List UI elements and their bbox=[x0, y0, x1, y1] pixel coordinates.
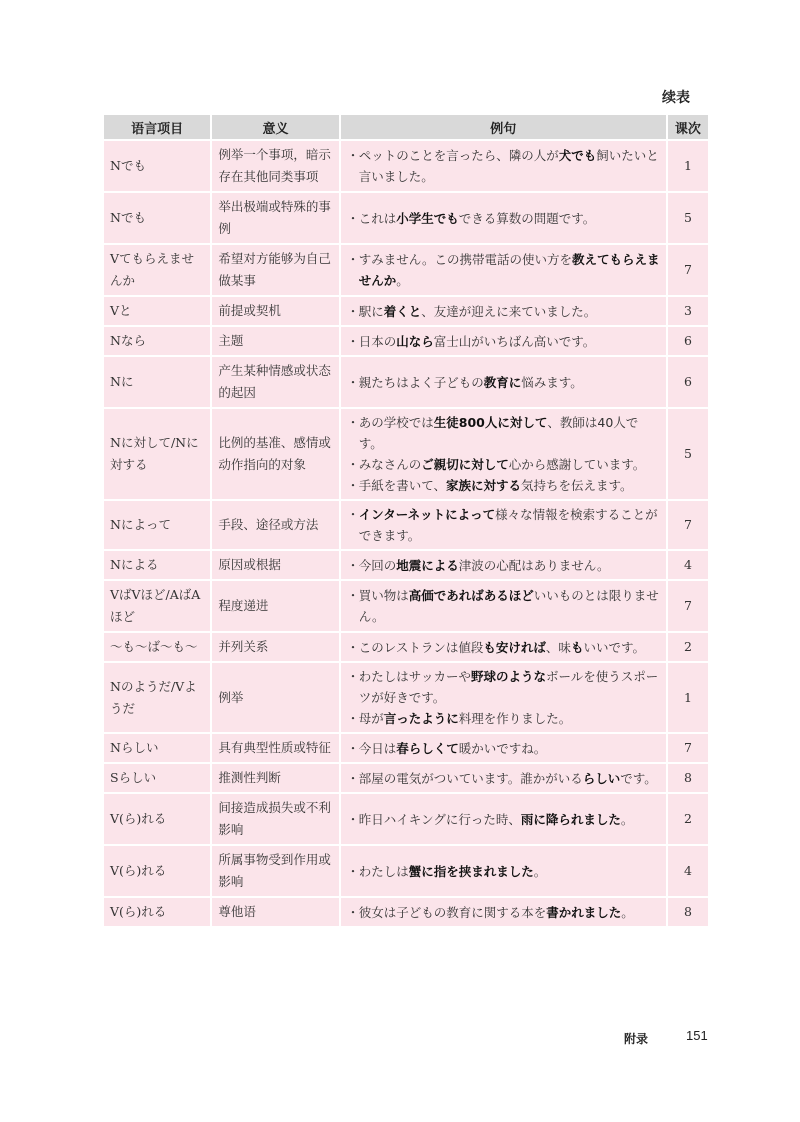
table-row bbox=[104, 245, 708, 295]
highlighted-grammar: 雨に降られました bbox=[520, 811, 621, 827]
bullet-icon: ・ bbox=[346, 639, 360, 655]
header-meaning: 意义 bbox=[212, 115, 338, 139]
lesson-number-cell: 1 bbox=[668, 141, 708, 191]
bullet-icon: ・ bbox=[346, 415, 360, 430]
sentence-text: わたしは bbox=[358, 863, 409, 879]
highlighted-grammar: 春らしくて bbox=[396, 740, 459, 756]
highlighted-grammar: 犬でも bbox=[558, 148, 597, 163]
grammar-item-cell: Nらしい bbox=[104, 734, 210, 762]
sentence-text: 彼女は子どもの教育に関する本を bbox=[358, 904, 547, 920]
bullet-icon: ・ bbox=[346, 740, 360, 756]
table-row bbox=[104, 734, 708, 762]
example-sentence bbox=[347, 331, 660, 352]
example-cell bbox=[341, 794, 666, 844]
sentence-text: 飼いたいと言いました。 bbox=[358, 148, 659, 184]
bullet-icon: ・ bbox=[346, 770, 360, 786]
example-sentence bbox=[347, 861, 660, 882]
sentence-text: このレストランは値段 bbox=[358, 639, 484, 655]
header-item: 语言项目 bbox=[104, 115, 210, 139]
sentence-text: 。 bbox=[533, 863, 547, 879]
table-row bbox=[104, 663, 708, 732]
sentence-text: 昨日ハイキングに行った時、 bbox=[358, 811, 521, 827]
sentence-text: 暖かいですね。 bbox=[458, 740, 547, 756]
sentence-text: です。 bbox=[620, 770, 657, 786]
example-sentence bbox=[347, 145, 660, 187]
example-sentence bbox=[347, 208, 660, 229]
grammar-item-cell: VばVほど/AばAほど bbox=[104, 581, 210, 631]
bullet-icon: ・ bbox=[346, 669, 360, 684]
sentence-text: できる算数の問題です。 bbox=[458, 210, 596, 226]
bullet-icon: ・ bbox=[346, 711, 360, 726]
lesson-number-cell: 7 bbox=[668, 581, 708, 631]
meaning-cell: 主题 bbox=[212, 327, 338, 355]
highlighted-grammar: らしい bbox=[582, 770, 621, 786]
example-sentence bbox=[347, 454, 660, 475]
bullet-icon: ・ bbox=[346, 457, 360, 472]
grammar-item-cell: Nなら bbox=[104, 327, 210, 355]
sentence-text: 今回の bbox=[358, 557, 397, 573]
lesson-number-cell: 3 bbox=[668, 297, 708, 325]
sentence-text: 。 bbox=[396, 273, 409, 288]
table-row bbox=[104, 794, 708, 844]
meaning-cell: 举出极端或特殊的事例 bbox=[212, 193, 338, 243]
example-cell bbox=[341, 581, 666, 631]
example-sentence bbox=[347, 249, 660, 291]
example-cell bbox=[341, 551, 666, 579]
example-sentence bbox=[347, 738, 660, 759]
sentence-text: 。 bbox=[620, 811, 634, 827]
highlighted-grammar: 生徒800人に対して bbox=[433, 415, 548, 430]
grammar-item-cell: V(ら)れる bbox=[104, 794, 210, 844]
bullet-icon: ・ bbox=[346, 333, 360, 349]
example-cell bbox=[341, 357, 666, 407]
sentence-text: 、味 bbox=[545, 639, 571, 655]
sentence-text: ボールを使うスポーツが好きです。 bbox=[358, 669, 659, 705]
grammar-item-cell: Sらしい bbox=[104, 764, 210, 792]
highlighted-grammar: ご親切に対して bbox=[421, 457, 509, 472]
bullet-icon: ・ bbox=[346, 478, 360, 493]
example-sentence bbox=[347, 902, 660, 923]
meaning-cell: 并列关系 bbox=[212, 633, 338, 661]
continued-table-label: 续表 bbox=[662, 90, 690, 106]
example-sentence bbox=[347, 708, 660, 729]
table-row bbox=[104, 327, 708, 355]
bullet-icon: ・ bbox=[346, 904, 360, 920]
sentence-text: 買い物は bbox=[358, 588, 409, 603]
highlighted-grammar: 着くと bbox=[383, 303, 422, 319]
sentence-text: 駅に bbox=[358, 303, 384, 319]
table-row bbox=[104, 193, 708, 243]
grammar-item-cell: Nに対して/Nに対する bbox=[104, 409, 210, 499]
example-cell bbox=[341, 764, 666, 792]
table-row bbox=[104, 501, 708, 549]
meaning-cell: 原因或根据 bbox=[212, 551, 338, 579]
sentence-text: わたしはサッカーや bbox=[358, 669, 472, 684]
meaning-cell: 比例的基准、感情或动作指向的对象 bbox=[212, 409, 338, 499]
meaning-cell: 尊他语 bbox=[212, 898, 338, 926]
highlighted-grammar: 地震による bbox=[396, 557, 459, 573]
sentence-text: 様々な情報を検索することができます。 bbox=[358, 507, 658, 543]
example-cell bbox=[341, 633, 666, 661]
grammar-item-cell: Nによって bbox=[104, 501, 210, 549]
example-sentence bbox=[347, 637, 660, 658]
meaning-cell: 例举一个事项，暗示存在其他同类事项 bbox=[212, 141, 338, 191]
grammar-item-cell: Nによる bbox=[104, 551, 210, 579]
example-cell bbox=[341, 245, 666, 295]
lesson-number-cell: 2 bbox=[668, 633, 708, 661]
table-row bbox=[104, 357, 708, 407]
sentence-text: 母が bbox=[358, 711, 384, 726]
sentence-text: 手紙を書いて、 bbox=[358, 478, 447, 493]
sentence-text: いいものとは限りません。 bbox=[358, 588, 659, 624]
table-row bbox=[104, 764, 708, 792]
header-example: 例句 bbox=[341, 115, 666, 139]
highlighted-grammar: 蟹に指を挟まれました bbox=[408, 863, 534, 879]
example-cell bbox=[341, 846, 666, 896]
meaning-cell: 例举 bbox=[212, 663, 338, 732]
table-body bbox=[104, 141, 708, 926]
bullet-icon: ・ bbox=[346, 557, 360, 573]
sentence-text: 気持ちを伝えます。 bbox=[521, 478, 633, 493]
lesson-number-cell: 1 bbox=[668, 663, 708, 732]
grammar-item-cell: Nに bbox=[104, 357, 210, 407]
meaning-cell: 推测性判断 bbox=[212, 764, 338, 792]
bullet-icon: ・ bbox=[346, 148, 360, 163]
table-header-row bbox=[104, 115, 708, 139]
table-row bbox=[104, 898, 708, 926]
lesson-number-cell: 8 bbox=[668, 764, 708, 792]
table-row bbox=[104, 846, 708, 896]
bullet-icon: ・ bbox=[346, 811, 360, 827]
highlighted-grammar: 高価であればあるほど bbox=[408, 588, 534, 603]
example-cell bbox=[341, 141, 666, 191]
sentence-text: 、教師は40人です。 bbox=[358, 415, 639, 451]
meaning-cell: 前提或契机 bbox=[212, 297, 338, 325]
example-sentence bbox=[347, 809, 660, 830]
highlighted-grammar: 野球のような bbox=[471, 669, 547, 684]
example-cell bbox=[341, 734, 666, 762]
grammar-item-cell: Nでも bbox=[104, 193, 210, 243]
lesson-number-cell: 4 bbox=[668, 551, 708, 579]
table-row bbox=[104, 551, 708, 579]
highlighted-grammar: 教育に bbox=[483, 374, 522, 390]
lesson-number-cell: 5 bbox=[668, 409, 708, 499]
footer-section-label: 附录 bbox=[624, 1032, 649, 1046]
sentence-text: 心から感謝しています。 bbox=[508, 457, 646, 472]
highlighted-grammar: も安ければ bbox=[483, 639, 546, 655]
lesson-number-cell: 2 bbox=[668, 794, 708, 844]
sentence-text: 悩みます。 bbox=[521, 374, 583, 390]
highlighted-grammar: 教えてもらえませんか bbox=[358, 252, 660, 288]
bullet-icon: ・ bbox=[346, 863, 360, 879]
bullet-icon: ・ bbox=[346, 507, 360, 522]
sentence-text: 今日は bbox=[358, 740, 397, 756]
sentence-text: 。 bbox=[621, 904, 634, 920]
meaning-cell: 产生某种情感或状态的起因 bbox=[212, 357, 338, 407]
grammar-item-cell: Vてもらえませんか bbox=[104, 245, 210, 295]
highlighted-grammar: も bbox=[570, 639, 584, 655]
sentence-text: 部屋の電気がついています。誰かがいる bbox=[358, 770, 583, 786]
lesson-number-cell: 6 bbox=[668, 357, 708, 407]
highlighted-grammar: 言ったように bbox=[383, 711, 459, 726]
lesson-number-cell: 5 bbox=[668, 193, 708, 243]
example-sentence bbox=[347, 475, 660, 496]
table-row bbox=[104, 409, 708, 499]
meaning-cell: 具有典型性质或特征 bbox=[212, 734, 338, 762]
lesson-number-cell: 7 bbox=[668, 734, 708, 762]
meaning-cell: 希望对方能够为自己做某事 bbox=[212, 245, 338, 295]
bullet-icon: ・ bbox=[346, 588, 360, 603]
example-cell bbox=[341, 193, 666, 243]
sentence-text: 富士山がいちばん高いです。 bbox=[433, 333, 596, 349]
example-cell bbox=[341, 297, 666, 325]
example-sentence bbox=[347, 768, 660, 789]
sentence-text: あの学校では bbox=[358, 415, 434, 430]
grammar-item-cell: V(ら)れる bbox=[104, 846, 210, 896]
table-row bbox=[104, 297, 708, 325]
sentence-text: 日本の bbox=[358, 333, 397, 349]
sentence-text: 親たちはよく子どもの bbox=[358, 374, 484, 390]
highlighted-grammar: 小学生でも bbox=[396, 210, 459, 226]
sentence-text: 津波の心配はありません。 bbox=[458, 557, 610, 573]
grammar-item-cell: Vと bbox=[104, 297, 210, 325]
bullet-icon: ・ bbox=[346, 374, 360, 390]
example-cell bbox=[341, 898, 666, 926]
highlighted-grammar: 書かれました bbox=[546, 904, 622, 920]
example-cell bbox=[341, 327, 666, 355]
sentence-text: ペットのことを言ったら、隣の人が bbox=[358, 148, 559, 163]
sentence-text: これは bbox=[358, 210, 397, 226]
lesson-number-cell: 8 bbox=[668, 898, 708, 926]
lesson-number-cell: 4 bbox=[668, 846, 708, 896]
highlighted-grammar: 山なら bbox=[396, 333, 434, 349]
example-sentence bbox=[347, 372, 660, 393]
meaning-cell: 所属事物受到作用或影响 bbox=[212, 846, 338, 896]
example-sentence bbox=[347, 585, 660, 627]
meaning-cell: 程度递进 bbox=[212, 581, 338, 631]
table-row bbox=[104, 141, 708, 191]
lesson-number-cell: 7 bbox=[668, 501, 708, 549]
example-sentence bbox=[347, 412, 660, 454]
grammar-item-cell: 〜も〜ば〜も〜 bbox=[104, 633, 210, 661]
meaning-cell: 手段、途径或方法 bbox=[212, 501, 338, 549]
highlighted-grammar: 家族に対する bbox=[446, 478, 522, 493]
example-cell bbox=[341, 501, 666, 549]
example-sentence bbox=[347, 504, 660, 546]
example-sentence bbox=[347, 555, 660, 576]
grammar-item-cell: Nのようだ/Vようだ bbox=[104, 663, 210, 732]
sentence-text: 料理を作りました。 bbox=[458, 711, 572, 726]
sentence-text: みなさんの bbox=[358, 457, 422, 472]
page-number: 151 bbox=[686, 1028, 708, 1043]
grammar-table bbox=[102, 113, 710, 928]
header-lesson: 课次 bbox=[668, 115, 708, 139]
example-cell bbox=[341, 409, 666, 499]
bullet-icon: ・ bbox=[346, 303, 360, 319]
example-sentence bbox=[347, 301, 660, 322]
table-row bbox=[104, 581, 708, 631]
example-sentence bbox=[347, 666, 660, 708]
sentence-text: いいです。 bbox=[583, 639, 645, 655]
sentence-text: 、友達が迎えに来ていました。 bbox=[421, 303, 597, 319]
grammar-item-cell: V(ら)れる bbox=[104, 898, 210, 926]
lesson-number-cell: 6 bbox=[668, 327, 708, 355]
lesson-number-cell: 7 bbox=[668, 245, 708, 295]
table-row bbox=[104, 633, 708, 661]
highlighted-grammar: インターネットによって bbox=[358, 507, 496, 522]
bullet-icon: ・ bbox=[346, 252, 360, 267]
example-cell bbox=[341, 663, 666, 732]
meaning-cell: 间接造成损失或不利影响 bbox=[212, 794, 338, 844]
bullet-icon: ・ bbox=[346, 210, 360, 226]
grammar-item-cell: Nでも bbox=[104, 141, 210, 191]
sentence-text: すみません。この携帯電話の使い方を bbox=[358, 252, 573, 267]
